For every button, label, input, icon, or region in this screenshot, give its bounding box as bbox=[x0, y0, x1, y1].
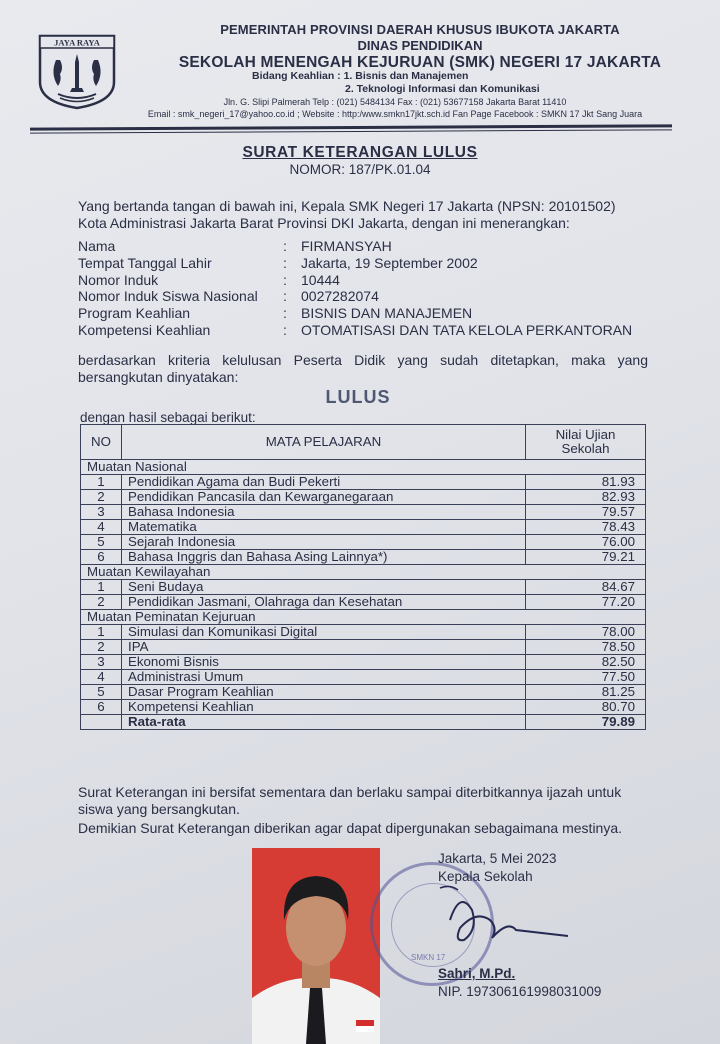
row-no: 5 bbox=[81, 535, 122, 550]
row-score: 81.25 bbox=[526, 685, 646, 700]
detail-row: Nama : FIRMANSYAH bbox=[78, 238, 392, 254]
row-score: 79.57 bbox=[526, 505, 646, 520]
intro-paragraph: Yang bertanda tangan di bawah ini, Kepala SMK Negeri 17 Jakarta (NPSN: 20101502) Kota Administrasi Jakarta Barat Provinsi DKI Jakarta, dengan ini menerangkan: bbox=[78, 198, 616, 231]
row-no: 1 bbox=[81, 475, 122, 490]
contact-line: Email : smk_negeri_17@yahoo.co.id ; Website : http:/www.smkn17jkt.sch.id Fan Page Facebook : SMKN 17 Jkt Sang Juara bbox=[147, 109, 643, 119]
detail-value: Jakarta, 19 September 2002 bbox=[301, 254, 478, 271]
address-line: Jln. G. Slipi Palmerah Telp : (021) 5484134 Fax : (021) 53677158 Jakarta Barat 11410 bbox=[223, 97, 567, 107]
average-label: Rata-rata bbox=[122, 715, 526, 730]
table-header-row bbox=[81, 425, 646, 460]
signature-role: Kepala Sekolah bbox=[438, 869, 533, 884]
table-row bbox=[81, 505, 646, 520]
row-no: 1 bbox=[81, 625, 122, 640]
student-photo bbox=[252, 848, 380, 1044]
detail-value: 0027282074 bbox=[301, 288, 379, 305]
row-score: 78.50 bbox=[526, 640, 646, 655]
signature-date: Jakarta, 5 Mei 2023 bbox=[438, 851, 557, 866]
detail-row: Program Keahlian : BISNIS DAN MANAJEMEN bbox=[78, 305, 473, 322]
table-row bbox=[81, 625, 646, 640]
row-subject: Sejarah Indonesia bbox=[122, 535, 526, 550]
group-name: Muatan Peminatan Kejuruan bbox=[81, 610, 646, 625]
detail-row: Tempat Tanggal Lahir : Jakarta, 19 September 2002 bbox=[78, 254, 478, 271]
detail-value: 10444 bbox=[301, 271, 340, 288]
row-no: 2 bbox=[81, 640, 122, 655]
row-subject: Matematika bbox=[122, 520, 526, 535]
row-subject: Dasar Program Keahlian bbox=[122, 685, 526, 700]
row-subject: IPA bbox=[122, 640, 526, 655]
detail-label: Nama bbox=[78, 238, 116, 254]
bidang-keahlian bbox=[252, 70, 540, 96]
row-subject: Kompetensi Keahlian bbox=[122, 700, 526, 715]
average-row bbox=[81, 715, 646, 730]
detail-value: BISNIS DAN MANAJEMEN bbox=[301, 305, 473, 322]
average-no bbox=[81, 715, 122, 730]
row-score: 78.00 bbox=[526, 625, 646, 640]
row-score: 76.00 bbox=[526, 535, 646, 550]
row-no: 5 bbox=[81, 685, 122, 700]
row-score: 77.50 bbox=[526, 670, 646, 685]
row-subject: Ekonomi Bisnis bbox=[122, 655, 526, 670]
table-row bbox=[81, 550, 646, 565]
detail-row: Nomor Induk : 10444 bbox=[78, 271, 340, 288]
table-row bbox=[81, 685, 646, 700]
row-subject: Simulasi dan Komunikasi Digital bbox=[122, 625, 526, 640]
document-number: NOMOR: 187/PK.01.04 bbox=[289, 162, 431, 177]
table-row bbox=[81, 580, 646, 595]
table-row bbox=[81, 535, 646, 550]
row-subject: Seni Budaya bbox=[122, 580, 526, 595]
row-subject: Bahasa Indonesia bbox=[122, 505, 526, 520]
signatory-nip: NIP. 197306161998031009 bbox=[438, 984, 602, 999]
student-details bbox=[78, 238, 632, 339]
table-row bbox=[81, 640, 646, 655]
detail-label: Kompetensi Keahlian bbox=[78, 321, 211, 338]
header-no: NO bbox=[81, 425, 122, 460]
row-subject: Pendidikan Pancasila dan Kewarganegaraan bbox=[122, 490, 526, 505]
row-no: 6 bbox=[81, 700, 122, 715]
row-score: 81.93 bbox=[526, 475, 646, 490]
school-address bbox=[90, 96, 700, 120]
table-row bbox=[81, 490, 646, 505]
group-row bbox=[81, 460, 646, 475]
group-row bbox=[81, 610, 646, 625]
result-status: LULUS bbox=[325, 387, 391, 407]
svg-text:JAYA RAYA: JAYA RAYA bbox=[54, 37, 100, 48]
bidang-line-2: 2. Teknologi Informasi dan Komunikasi bbox=[345, 83, 540, 95]
table-row bbox=[81, 475, 646, 490]
detail-value: FIRMANSYAH bbox=[301, 238, 392, 254]
row-no: 1 bbox=[81, 580, 122, 595]
row-no: 6 bbox=[81, 550, 122, 565]
row-no: 4 bbox=[81, 520, 122, 535]
header-subject: MATA PELAJARAN bbox=[122, 425, 526, 460]
row-score: 77.20 bbox=[526, 595, 646, 610]
row-score: 80.70 bbox=[526, 700, 646, 715]
govt-header: PEMERINTAH PROVINSI DAERAH KHUSUS IBUKOTA JAKARTA bbox=[220, 22, 620, 37]
header-score: Nilai Ujian Sekolah bbox=[526, 425, 646, 460]
school-name: SEKOLAH MENENGAH KEJURUAN (SMK) NEGERI 17 JAKARTA bbox=[178, 54, 662, 71]
detail-row: Nomor Induk Siswa Nasional : 0027282074 bbox=[78, 288, 379, 305]
group-name: Muatan Nasional bbox=[81, 460, 646, 475]
detail-label: Nomor Induk Siswa Nasional bbox=[78, 288, 258, 305]
detail-label: Tempat Tanggal Lahir bbox=[78, 254, 212, 271]
stamp-text: SMKN 17 bbox=[411, 953, 446, 962]
demikian-paragraph: Demikian Surat Keterangan diberikan agar dapat dipergunakan sebagaimana mestinya. bbox=[78, 820, 623, 836]
group-row bbox=[81, 565, 646, 580]
closing-paragraph: Surat Keterangan ini bersifat sementara dan berlaku sampai diterbitkannya ijazah untuk siswa yang bersangkutan. bbox=[78, 784, 622, 817]
result-intro: dengan hasil sebagai berikut: bbox=[80, 410, 256, 425]
detail-row: Kompetensi Keahlian : OTOMATISASI DAN TATA KELOLA PERKANTORAN bbox=[78, 321, 633, 338]
row-subject: Administrasi Umum bbox=[122, 670, 526, 685]
row-score: 78.43 bbox=[526, 520, 646, 535]
row-score: 82.50 bbox=[526, 655, 646, 670]
bidang-line-1: Bidang Keahlian : 1. Bisnis dan Manajemen bbox=[252, 70, 469, 82]
handwritten-signature bbox=[420, 880, 570, 960]
detail-value: OTOMATISASI DAN TATA KELOLA PERKANTORAN bbox=[301, 321, 633, 338]
group-name: Muatan Kewilayahan bbox=[81, 565, 646, 580]
signatory-name: Sahri, M.Pd. bbox=[438, 966, 516, 981]
row-score: 82.93 bbox=[526, 490, 646, 505]
average-value: 79.89 bbox=[526, 715, 646, 730]
row-no: 2 bbox=[81, 595, 122, 610]
table-row bbox=[81, 520, 646, 535]
table-row bbox=[81, 670, 646, 685]
row-score: 79.21 bbox=[526, 550, 646, 565]
row-subject: Pendidikan Jasmani, Olahraga dan Kesehatan bbox=[122, 595, 526, 610]
row-no: 3 bbox=[81, 505, 122, 520]
row-no: 3 bbox=[81, 655, 122, 670]
row-subject: Bahasa Inggris dan Bahasa Asing Lainnya*) bbox=[122, 550, 526, 565]
criteria-paragraph: berdasarkan kriteria kelulusan Peserta Didik yang sudah ditetapkan, maka yang bersangkutan dinyatakan: bbox=[78, 352, 648, 385]
row-no: 2 bbox=[81, 490, 122, 505]
document-title: SURAT KETERANGAN LULUS bbox=[242, 144, 478, 161]
grades-table bbox=[80, 424, 646, 730]
row-subject: Pendidikan Agama dan Budi Pekerti bbox=[122, 475, 526, 490]
dept-header: DINAS PENDIDIKAN bbox=[357, 38, 483, 53]
detail-label: Nomor Induk bbox=[78, 271, 159, 288]
table-row bbox=[81, 595, 646, 610]
table-row bbox=[81, 700, 646, 715]
table-row bbox=[81, 655, 646, 670]
row-score: 84.67 bbox=[526, 580, 646, 595]
detail-label: Program Keahlian bbox=[78, 305, 191, 322]
row-no: 4 bbox=[81, 670, 122, 685]
